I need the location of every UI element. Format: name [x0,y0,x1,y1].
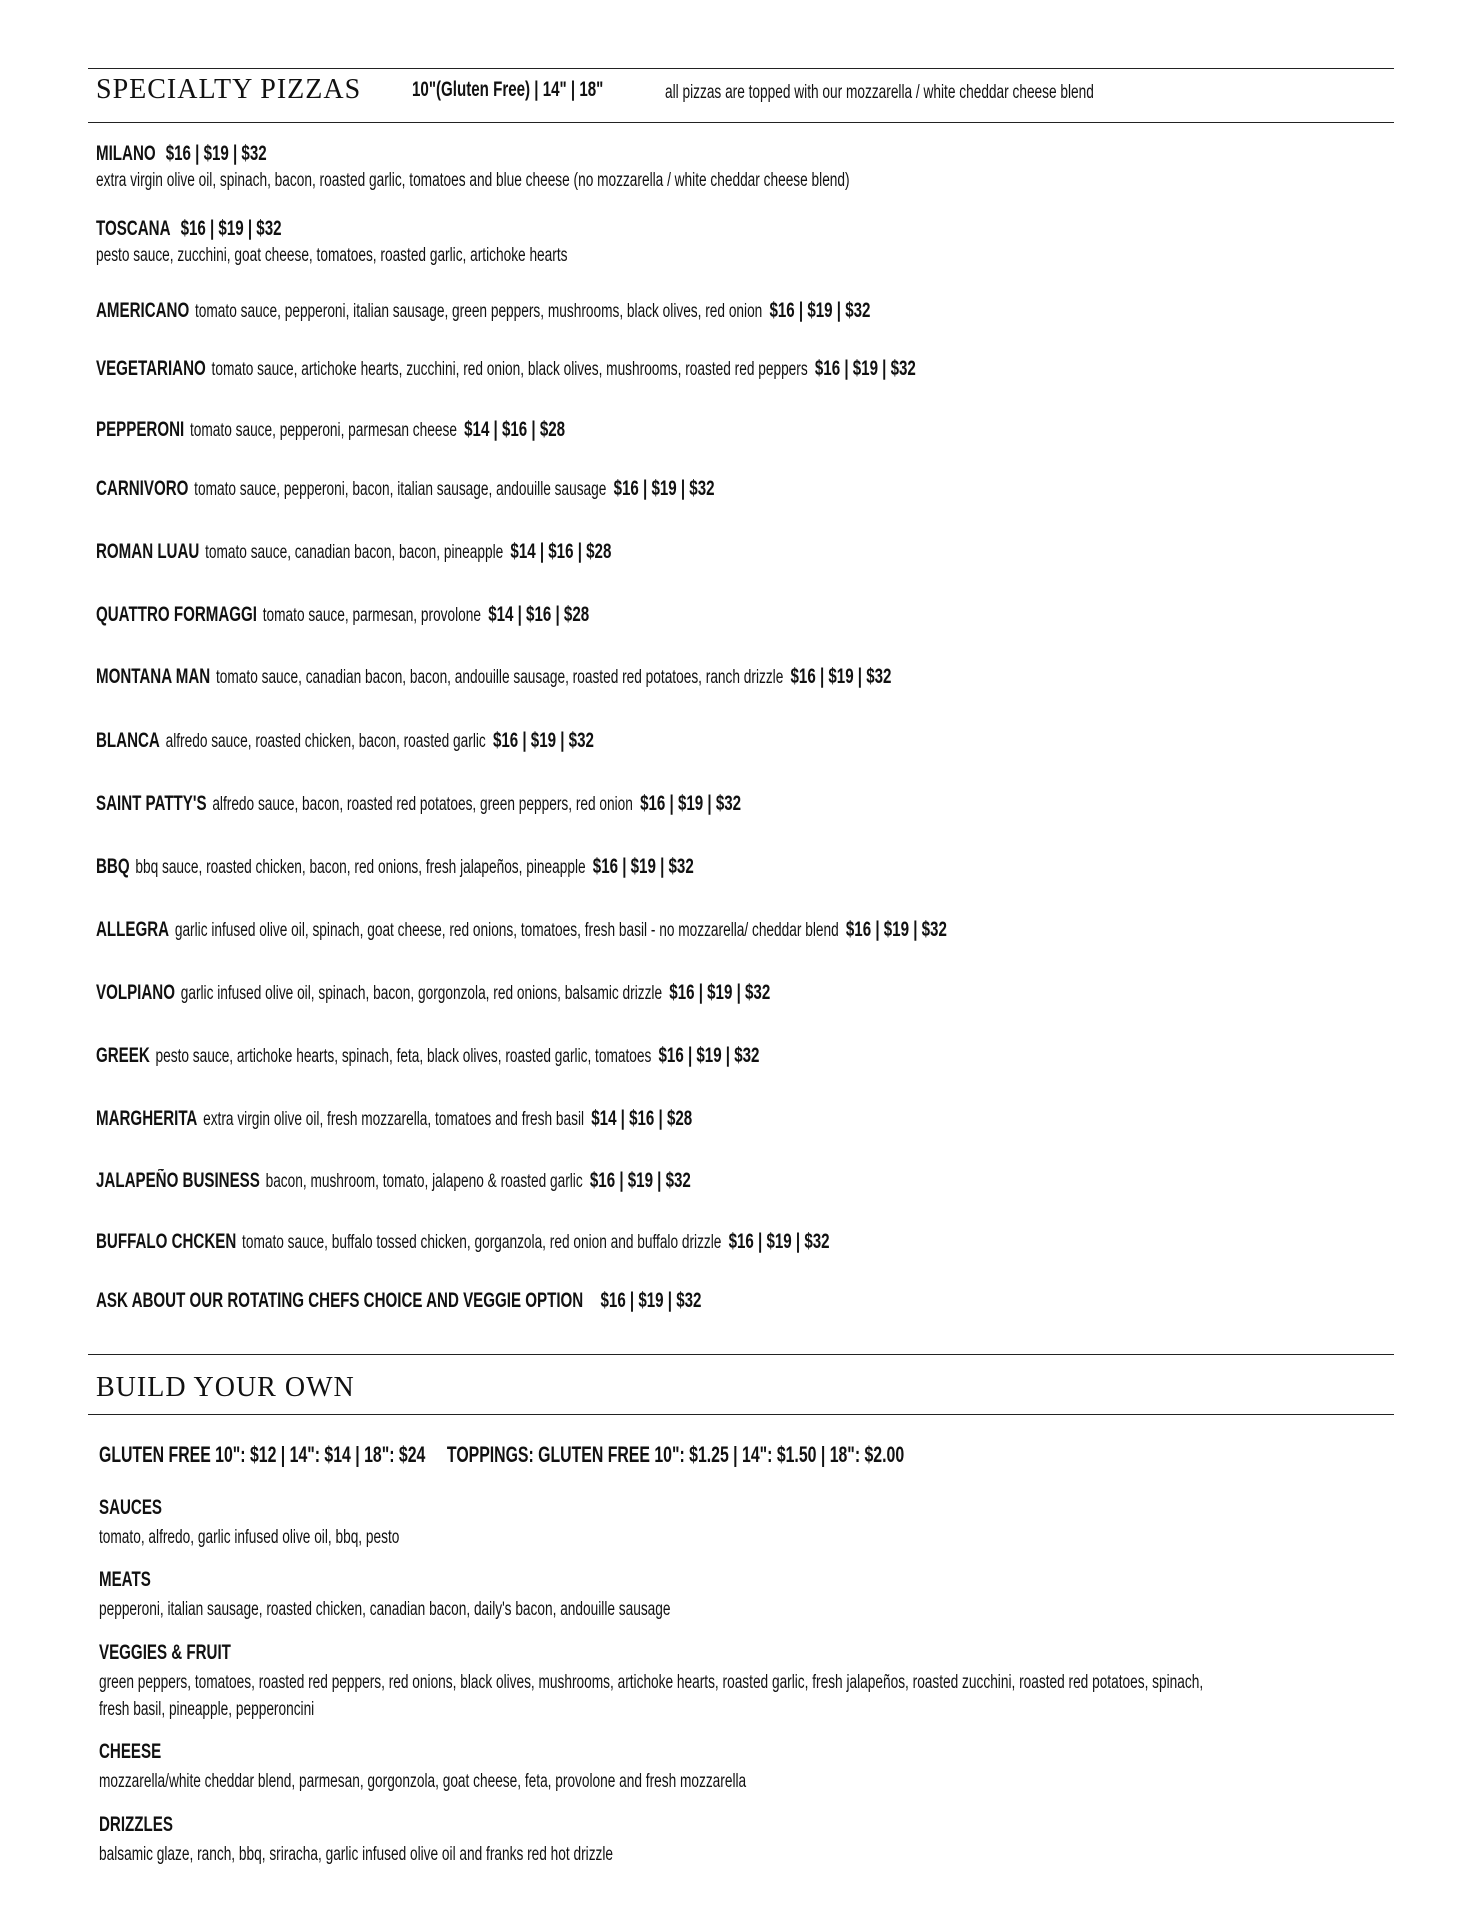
item-description: extra virgin olive oil, fresh mozzarella, tomatoes and fresh basil [203,1109,585,1130]
section-title-specialty: SPECIALTY PIZZAS [96,74,362,105]
item-name: SAINT PATTY'S [96,792,207,815]
item-name: VOLPIANO [96,981,175,1004]
item-description: alfredo sauce, roasted chicken, bacon, roasted garlic [165,731,486,752]
item-name: BUFFALO CHCKEN [96,1230,237,1253]
item-price: $16 | $19 | $32 [728,1230,830,1253]
item-name: MARGHERITA [96,1107,198,1130]
item-description: alfredo sauce, bacon, roasted red potatoes, green peppers, red onion [212,794,633,815]
menu-item-margherita [96,1107,924,1131]
category-title: DRIZZLES [99,1813,173,1836]
size-options: 10"(Gluten Free) | 14" | 18" [412,78,604,101]
item-price: $16 | $19 | $32 [165,142,267,165]
item-description: extra virgin olive oil, spinach, bacon, roasted garlic, tomatoes and blue cheese (no mozzarella / white cheddar cheese blend) [96,170,850,191]
item-description: bacon, mushroom, tomato, jalapeno & roasted garlic [265,1171,583,1192]
item-price: $14 | $16 | $28 [591,1107,693,1130]
item-price: $14 | $16 | $28 [510,540,612,563]
item-price: $16 | $19 | $32 [613,477,715,500]
menu-item-milano [96,142,1143,192]
item-name: GREEK [96,1044,150,1067]
category-options-continued: fresh basil, pineapple, pepperoncini [99,1699,315,1720]
item-price: $16 | $19 | $32 [845,918,947,941]
menu-item-vegetariano [96,357,1235,381]
item-description: tomato sauce, canadian bacon, bacon, pineapple [205,542,504,563]
item-name: PEPPERONI [96,418,185,441]
menu-item-saint-pattys [96,792,992,816]
menu-item-pepperoni [96,418,747,442]
menu-item-toscana [96,217,751,267]
item-price: $16 | $19 | $32 [790,665,892,688]
category-options: pepperoni, italian sausage, roasted chicken, canadian bacon, daily's bacon, andouille sausage [99,1599,671,1620]
item-name: MONTANA MAN [96,665,211,688]
menu-item-chefs-choice [96,1289,937,1313]
item-description: garlic infused olive oil, spinach, goat cheese, red onions, tomatoes, fresh basil - no mozzarella/ cheddar blend [174,920,839,941]
byo-category-cheese [99,1740,998,1795]
menu-item-americano [96,299,1172,323]
menu-item-greek [96,1044,1017,1068]
menu-item-jalapeno-business [96,1169,922,1193]
section-title-byo: BUILD YOUR OWN [96,1372,355,1403]
item-name: MILANO [96,142,156,165]
menu-item-bbq [96,855,926,879]
item-name: JALAPEÑO BUSINESS [96,1169,260,1192]
item-name: VEGETARIANO [96,357,206,380]
byo-category-veggies-fruit [99,1641,1477,1723]
byo-category-sauces [99,1496,516,1551]
item-price: $16 | $19 | $32 [640,792,742,815]
category-options: green peppers, tomatoes, roasted red peppers, red onions, black olives, mushrooms, artichoke hearts, roasted garlic, fresh jalapeños, roasted zucchini, roasted red potatoes, spinach, [99,1672,1204,1693]
item-name: ASK ABOUT OUR ROTATING CHEFS CHOICE AND VEGGIE OPTION [96,1289,584,1312]
item-name: CARNIVORO [96,477,189,500]
item-description: bbq sauce, roasted chicken, bacon, red onions, fresh jalapeños, pineapple [135,857,586,878]
item-description: tomato sauce, pepperoni, bacon, italian sausage, andouille sausage [194,479,607,500]
menu-item-quattro-formaggi [96,603,781,627]
category-options: tomato, alfredo, garlic infused olive oil, bbq, pesto [99,1527,400,1548]
item-name: ROMAN LUAU [96,540,200,563]
item-description: pesto sauce, artichoke hearts, spinach, feta, black olives, roasted garlic, tomatoes [155,1046,652,1067]
byo-price-line [99,1442,1217,1468]
menu-item-carnivoro [96,477,955,501]
menu-item-montana-man [96,665,1201,689]
divider [88,1414,1394,1415]
item-price: $16 | $19 | $32 [592,855,694,878]
category-title: CHEESE [99,1740,162,1763]
item-name: AMERICANO [96,299,190,322]
item-price: $16 | $19 | $32 [658,1044,760,1067]
item-description: tomato sauce, artichoke hearts, zucchini, red onion, black olives, mushrooms, roasted red peppers [211,359,808,380]
menu-item-buffalo-chicken [96,1230,1115,1254]
byo-category-drizzles [99,1813,813,1868]
item-name: ALLEGRA [96,918,170,941]
item-description: tomato sauce, parmesan, provolone [262,605,481,626]
item-description: tomato sauce, canadian bacon, bacon, andouille sausage, roasted red potatoes, ranch drizzle [215,667,784,688]
item-price: $16 | $19 | $32 [589,1169,691,1192]
category-options: balsamic glaze, ranch, bbq, sriracha, garlic infused olive oil and franks red hot drizzle [99,1844,614,1865]
item-name: BBQ [96,855,130,878]
item-description: tomato sauce, pepperoni, italian sausage, green peppers, mushrooms, black olives, red onion [195,301,763,322]
item-name: TOSCANA [96,217,171,240]
item-price: $16 | $19 | $32 [600,1289,702,1312]
menu-item-volpiano [96,981,1032,1005]
item-price: $16 | $19 | $32 [492,729,594,752]
item-price: $16 | $19 | $32 [669,981,771,1004]
item-price: $14 | $16 | $28 [488,603,590,626]
topping-prices: TOPPINGS: GLUTEN FREE 10": $1.25 | 14": $1.50 | 18": $2.00 [446,1442,905,1467]
menu-item-roman-luau [96,540,812,564]
item-description: tomato sauce, pepperoni, parmesan cheese [189,420,457,441]
byo-category-meats [99,1568,893,1623]
base-prices: GLUTEN FREE 10": $12 | 14": $14 | 18": $24 [99,1442,426,1467]
item-description: pesto sauce, zucchini, goat cheese, tomatoes, roasted garlic, artichoke hearts [96,245,568,266]
item-price: $16 | $19 | $32 [180,217,282,240]
cheese-note: all pizzas are topped with our mozzarella / white cheddar cheese blend [665,82,1094,103]
divider [88,68,1394,69]
item-name: BLANCA [96,729,160,752]
divider [88,122,1394,123]
category-options: mozzarella/white cheddar blend, parmesan, gorgonzola, goat cheese, feta, provolone and fresh mozzarella [99,1771,747,1792]
category-title: SAUCES [99,1496,163,1519]
item-price: $16 | $19 | $32 [814,357,916,380]
menu-item-blanca [96,729,788,753]
category-title: VEGGIES & FRUIT [99,1641,231,1664]
divider [88,1354,1394,1355]
item-description: garlic infused olive oil, spinach, bacon, gorgonzola, red onions, balsamic drizzle [180,983,663,1004]
item-price: $14 | $16 | $28 [464,418,566,441]
item-name: QUATTRO FORMAGGI [96,603,257,626]
item-price: $16 | $19 | $32 [769,299,871,322]
category-title: MEATS [99,1568,151,1591]
menu-item-allegra [96,918,1278,942]
item-description: tomato sauce, buffalo tossed chicken, gorganzola, red onion and buffalo drizzle [242,1232,722,1253]
